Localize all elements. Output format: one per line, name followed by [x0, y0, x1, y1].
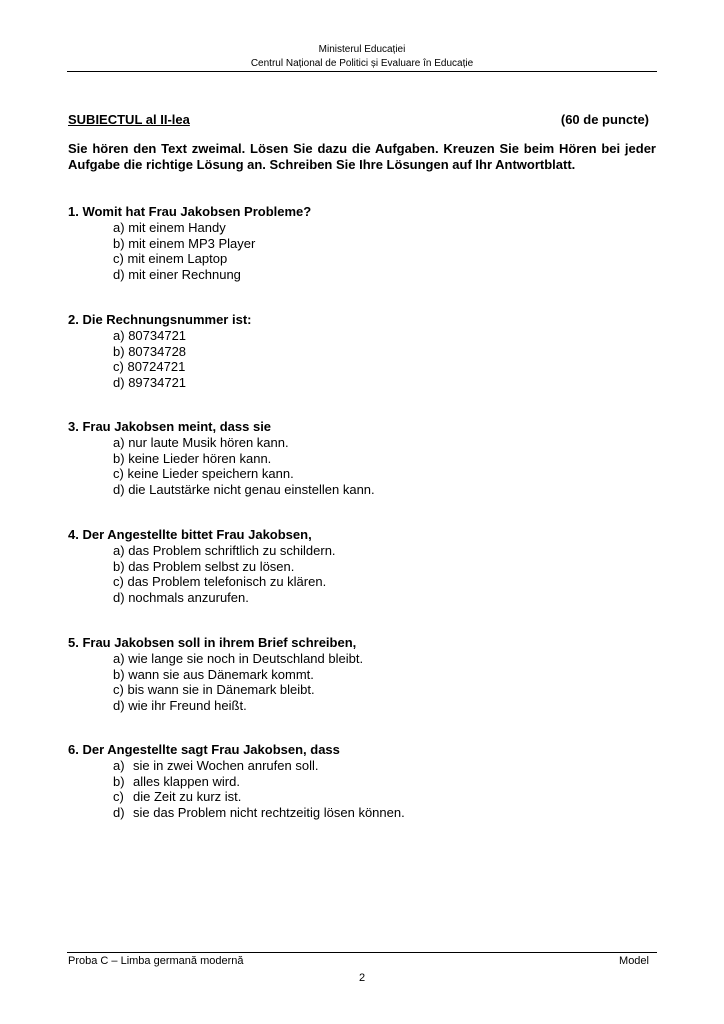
question-6: [68, 742, 658, 820]
option-d: d) 89734721: [113, 374, 187, 390]
page-header: [0, 43, 724, 71]
question-1: [68, 204, 658, 282]
header-center: Centrul Național de Politici și Evaluare în Educație: [250, 58, 474, 69]
question-title: 5. Frau Jakobsen soll in ihrem Brief schreiben,: [68, 635, 357, 650]
question-title: 4. Der Angestellte bittet Frau Jakobsen,: [68, 527, 312, 542]
option-c: c) die Zeit zu kurz ist.: [113, 789, 242, 804]
subject-title: SUBIECTUL al II-lea: [68, 112, 190, 127]
footer-model-label: Model: [619, 955, 649, 967]
question-title: 3. Frau Jakobsen meint, dass sie: [68, 419, 272, 434]
page-number: 2: [358, 972, 366, 984]
option-d: d) wie ihr Freund heißt.: [113, 697, 247, 713]
instructions: Sie hören den Text zweimal. Lösen Sie dazu die Aufgaben. Kreuzen Sie beim Hören bei jeder Aufgabe die richtige Lösung an. Schreiben Sie Ihre Lösungen auf Ihr Antwortblatt.: [68, 141, 656, 172]
question-title: 2. Die Rechnungsnummer ist:: [68, 312, 252, 327]
option-c: c) bis wann sie in Dänemark bleibt.: [113, 682, 315, 697]
option-d: d) sie das Problem nicht rechtzeitig lösen können.: [113, 804, 405, 820]
option-d: d) die Lautstärke nicht genau einstellen kann.: [113, 481, 375, 497]
option-a: a) wie lange sie noch in Deutschland bleibt.: [113, 651, 364, 666]
question-2: [68, 312, 658, 390]
option-b: b) keine Lieder hören kann.: [113, 450, 272, 466]
footer-divider: [67, 952, 657, 953]
question-3: [68, 419, 658, 497]
option-b: b) wann sie aus Dänemark kommt.: [113, 666, 314, 682]
question-title: 6. Der Angestellte sagt Frau Jakobsen, dass: [68, 742, 340, 757]
header-divider: [67, 71, 657, 72]
subject-points: (60 de puncte): [560, 112, 649, 127]
question-title: 1. Womit hat Frau Jakobsen Probleme?: [68, 204, 312, 219]
option-c: c) 80724721: [113, 359, 186, 374]
option-a: a) mit einem Handy: [113, 220, 226, 235]
subject-heading: [68, 112, 649, 128]
header-ministry: Ministerul Educației: [318, 44, 406, 55]
option-d: d) nochmals anzurufen.: [113, 589, 249, 605]
option-c: c) das Problem telefonisch zu klären.: [113, 574, 327, 589]
option-c: c) keine Lieder speichern kann.: [113, 466, 294, 481]
option-b: b) das Problem selbst zu lösen.: [113, 558, 295, 574]
option-b: b) 80734728: [113, 343, 187, 359]
option-a: a) 80734721: [113, 328, 187, 343]
option-a: a) das Problem schriftlich zu schildern.: [113, 543, 336, 558]
option-a: a) sie in zwei Wochen anrufen soll.: [113, 758, 319, 773]
option-b: b) alles klappen wird.: [113, 773, 240, 789]
question-5: [68, 635, 658, 713]
option-b: b) mit einem MP3 Player: [113, 235, 256, 251]
footer-exam-name: Proba C – Limba germană modernă: [68, 955, 244, 967]
option-c: c) mit einem Laptop: [113, 251, 228, 266]
option-d: d) mit einer Rechnung: [113, 266, 241, 282]
question-4: [68, 527, 658, 605]
option-a: a) nur laute Musik hören kann.: [113, 435, 289, 450]
